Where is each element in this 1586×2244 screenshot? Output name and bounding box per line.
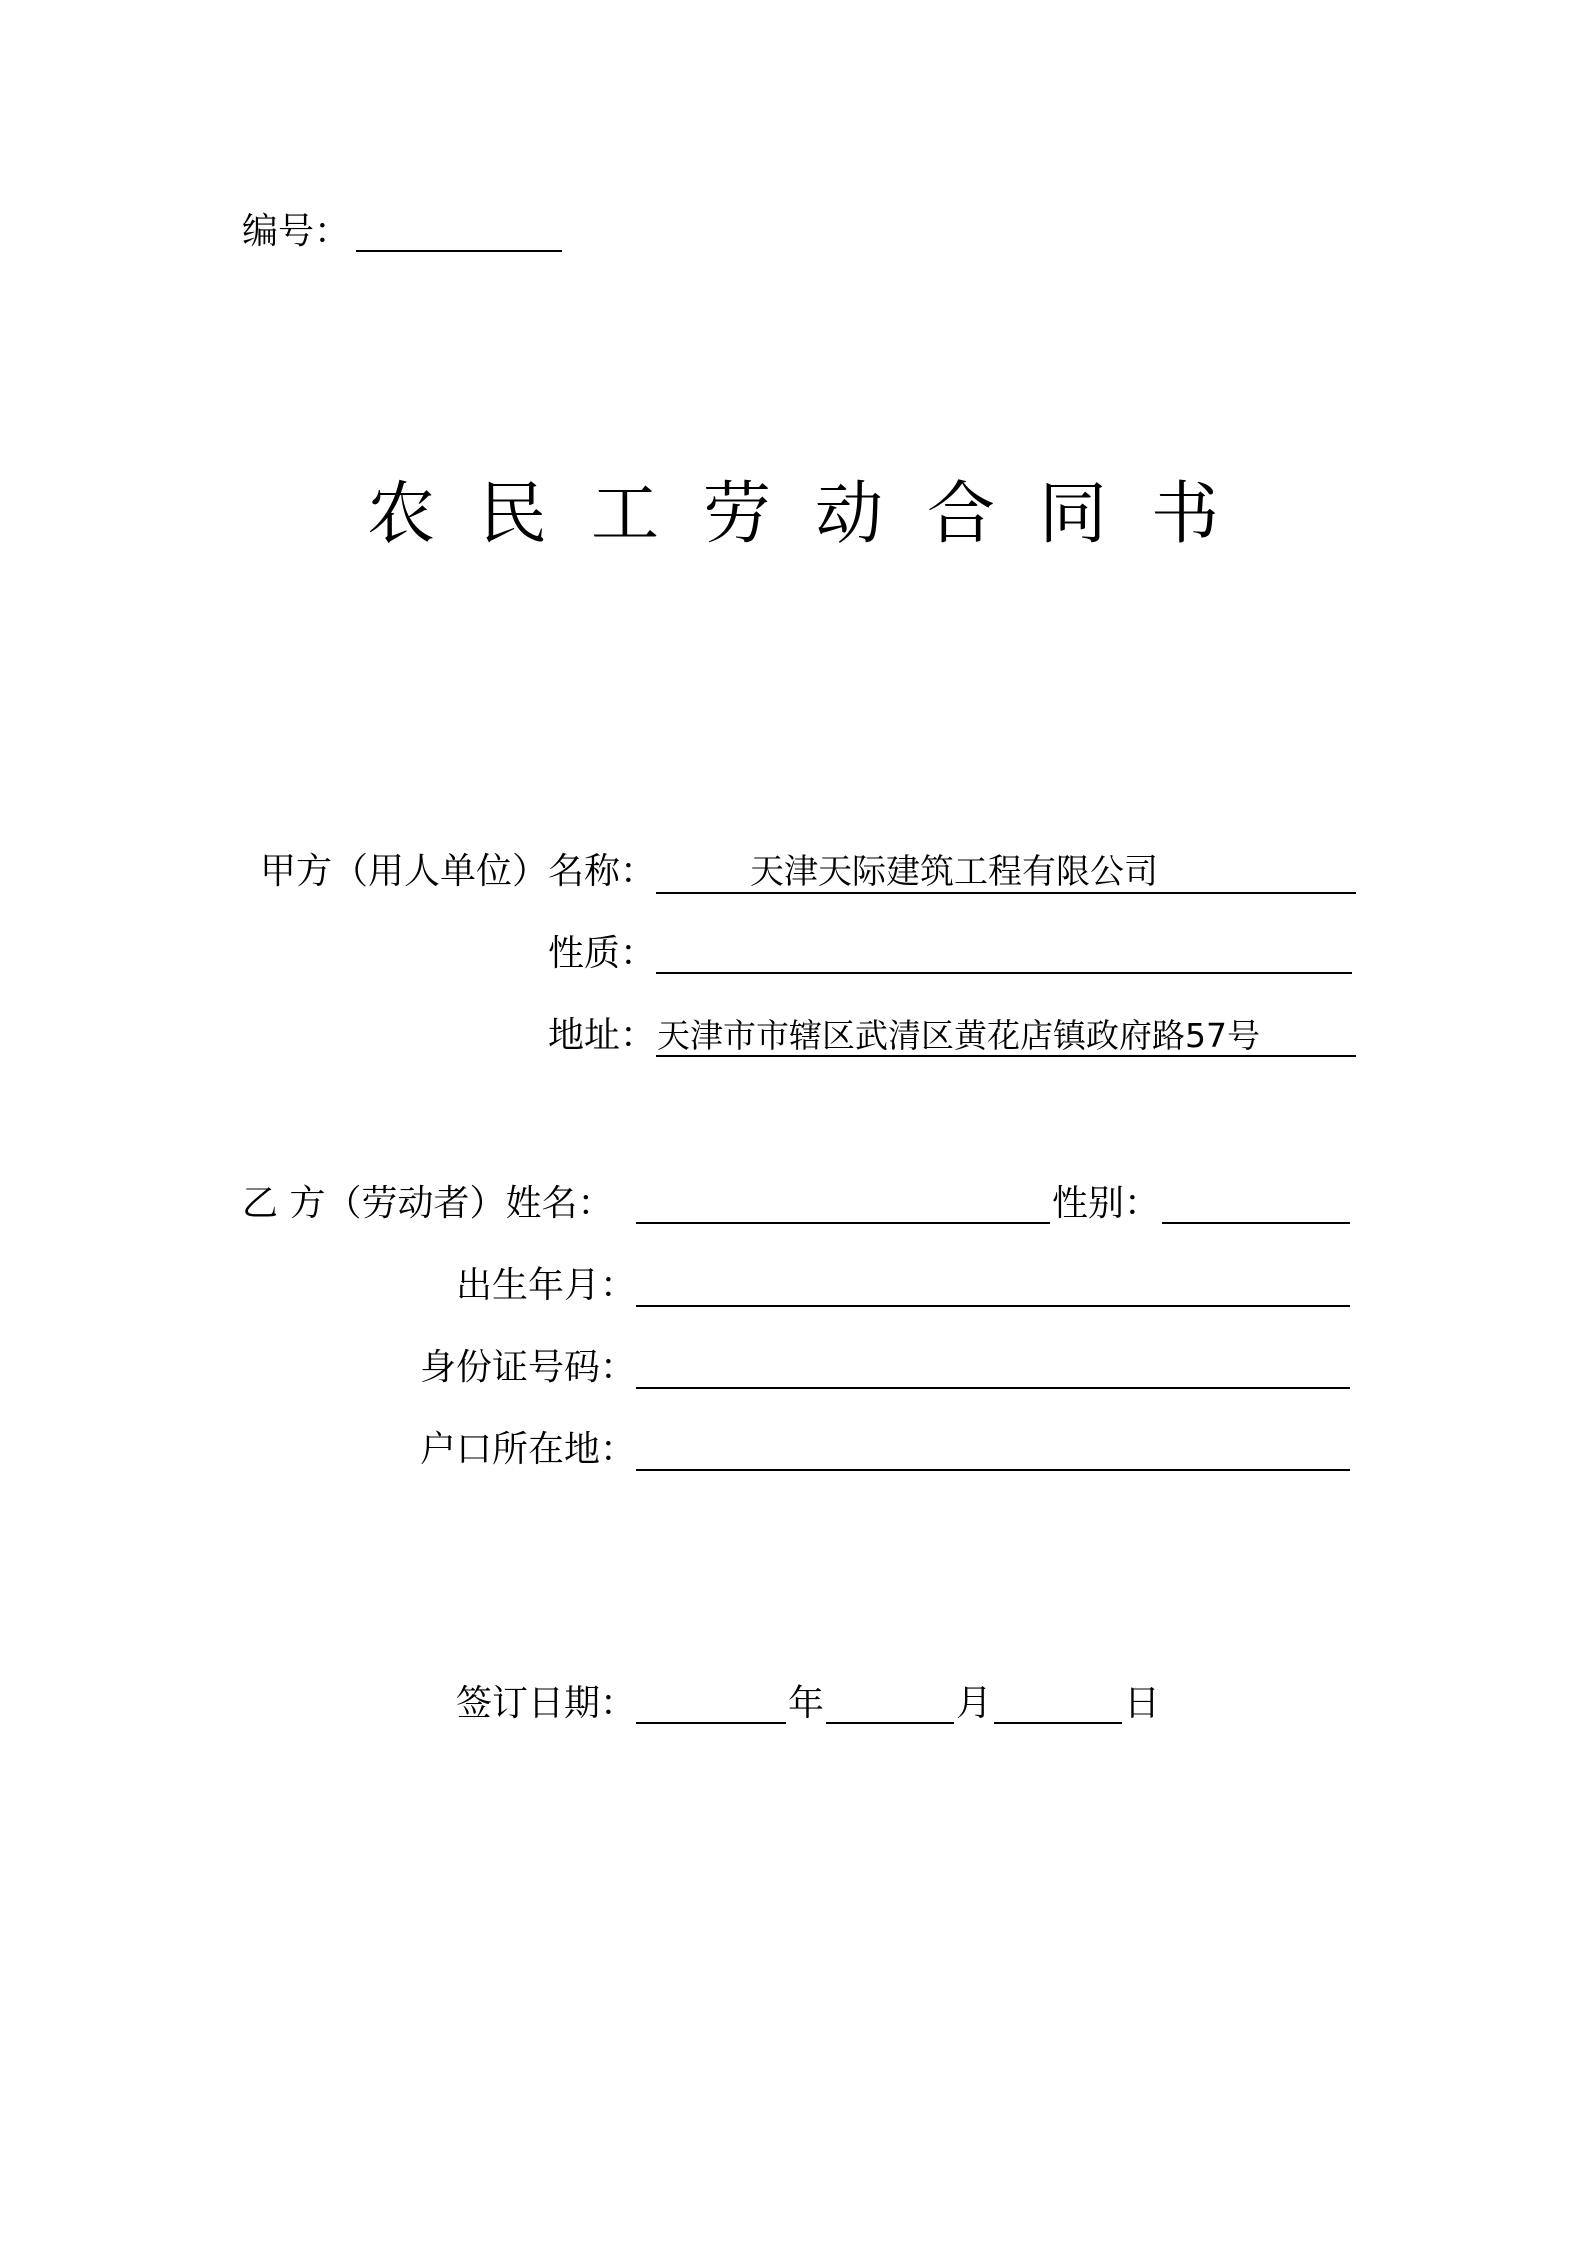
party-b-gender-label: 性别：	[1052, 1183, 1161, 1224]
contract-number-label: 编号：	[242, 211, 351, 252]
party-a-address-value: 天津市市辖区武清区黄花店镇政府路57号	[657, 1016, 1260, 1055]
party-b-name-blank[interactable]	[636, 1222, 1050, 1224]
party-a-name-value: 天津天际建筑工程有限公司	[750, 852, 1158, 892]
signing-month-label: 月	[956, 1683, 993, 1724]
party-b-gender-blank[interactable]	[1162, 1222, 1350, 1224]
document-title: 农民工劳动合同书	[366, 475, 1263, 554]
party-a-nature-blank[interactable]	[656, 972, 1352, 974]
party-b-name-label: 乙 方（劳动者）姓名：	[242, 1183, 614, 1224]
party-b-id-blank[interactable]	[636, 1387, 1350, 1389]
party-b-birth-label: 出生年月：	[455, 1265, 636, 1306]
signing-day-label: 日	[1124, 1683, 1161, 1724]
signing-year-label: 年	[788, 1683, 825, 1724]
party-b-id-label: 身份证号码：	[419, 1347, 636, 1388]
signing-day-blank[interactable]	[994, 1722, 1122, 1724]
party-a-nature-label: 性质：	[547, 933, 656, 974]
party-b-residence-label: 户口所在地：	[419, 1429, 636, 1470]
signing-year-blank[interactable]	[636, 1722, 786, 1724]
party-b-residence-blank[interactable]	[636, 1469, 1350, 1471]
signing-month-blank[interactable]	[826, 1722, 954, 1724]
party-a-name-label: 甲方（用人单位）名称：	[259, 851, 656, 892]
contract-number-blank[interactable]	[356, 250, 562, 252]
party-a-address-label: 地址：	[547, 1015, 656, 1056]
party-b-birth-blank[interactable]	[636, 1305, 1350, 1307]
signing-date-label: 签订日期：	[455, 1683, 636, 1724]
